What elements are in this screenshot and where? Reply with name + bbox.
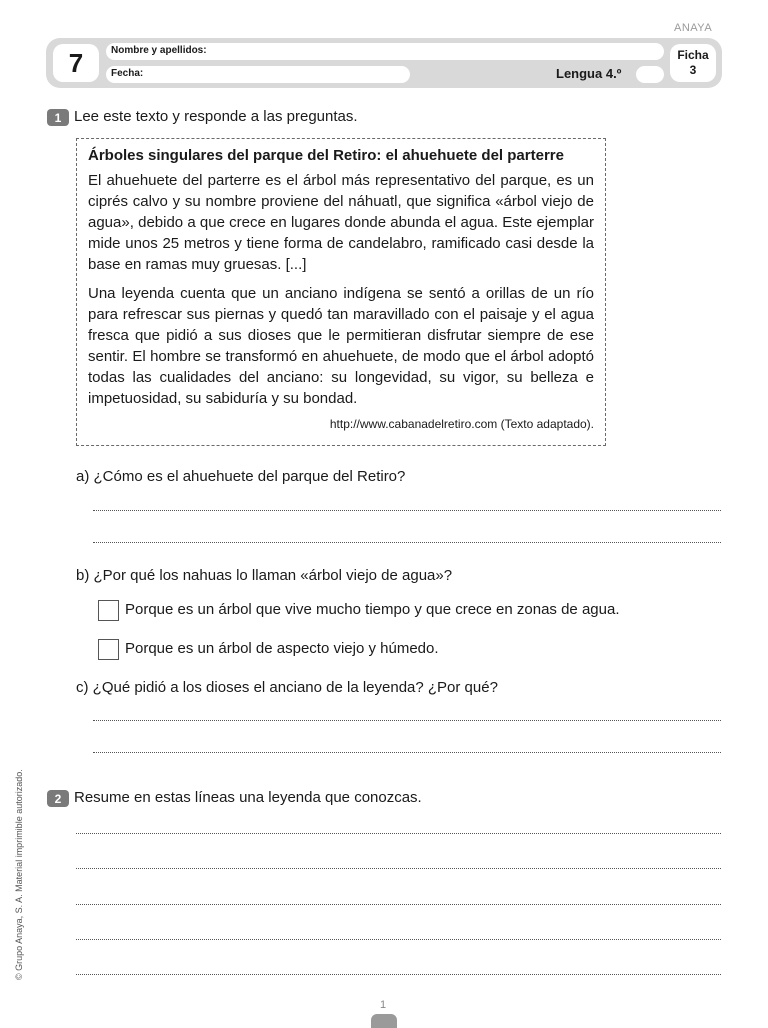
reading-title: Árboles singulares del parque del Retiro: el ahuehuete del parterre <box>88 147 564 164</box>
summary-line-5[interactable] <box>76 974 721 975</box>
sheet-label: Ficha <box>677 48 709 62</box>
subject-field[interactable] <box>636 66 664 83</box>
summary-line-3[interactable] <box>76 904 721 905</box>
date-label: Fecha: <box>111 68 144 79</box>
page-number: 1 <box>380 999 387 1011</box>
page-tab <box>371 1014 397 1028</box>
summary-line-4[interactable] <box>76 939 721 940</box>
question-c: c) ¿Qué pidió a los dioses el anciano de la leyenda? ¿Por qué? <box>76 679 498 696</box>
answer-line-a2[interactable] <box>93 542 721 543</box>
reading-paragraph-2: Una leyenda cuenta que un anciano indígena se sentó a orillas de un río para refrescar sus piernas y quedó tan maravillado con el paisaje y el agua fresca que pidió a sus dioses que le permitieran disfrutar siempre de ese sentir. El hombre se transformó en ahuehuete, de modo que el árbol adoptó todas las cualidades del anciano: su longevidad, su vigor, su belleza e impetuosidad, su sabiduría y su bondad. <box>88 285 594 407</box>
answer-line-a1[interactable] <box>93 510 721 511</box>
name-label: Nombre y apellidos: <box>111 45 207 56</box>
sheet-badge <box>670 44 716 82</box>
exercise-2-instruction: Resume en estas líneas una leyenda que conozcas. <box>74 789 422 806</box>
date-field[interactable] <box>106 66 410 83</box>
summary-line-2[interactable] <box>76 868 721 869</box>
exercise-1-badge: 1 <box>47 109 69 126</box>
exercise-2-badge: 2 <box>47 790 69 807</box>
subject-label: Lengua 4.º <box>556 66 622 81</box>
summary-line-1[interactable] <box>76 833 721 834</box>
exercise-1-instruction: Lee este texto y responde a las preguntas. <box>74 108 358 125</box>
reading-box <box>76 138 606 446</box>
option-1-text: Porque es un árbol que vive mucho tiempo y que crece en zonas de agua. <box>125 601 620 618</box>
sheet-number: 3 <box>689 63 697 77</box>
question-b: b) ¿Por qué los nahuas lo llaman «árbol viejo de agua»? <box>76 567 453 584</box>
option-2-checkbox[interactable] <box>98 639 119 660</box>
copyright-notice: © Grupo Anaya, S. A. Material imprimible autorizado. <box>14 769 24 980</box>
reading-paragraph-1: El ahuehuete del parterre es el árbol más representativo del parque, es un ciprés calvo y su nombre proviene del náhuatl, que significa «árbol viejo de agua», debido a que crece en lugares donde abunda el agua. Este ejemplar mide unos 25 metros y tiene forma de candelabro, ramificado casi desde la base en ramas muy gruesas. [...] <box>88 172 594 273</box>
answer-line-c2[interactable] <box>93 752 721 753</box>
answer-line-c1[interactable] <box>93 720 721 721</box>
reading-source: http://www.cabanadelretiro.com (Texto adaptado). <box>329 417 594 431</box>
option-1-checkbox[interactable] <box>98 600 119 621</box>
unit-number: 7 <box>53 44 99 82</box>
publisher-logo: ANAYA <box>674 22 713 34</box>
question-a: a) ¿Cómo es el ahuehuete del parque del Retiro? <box>76 468 406 485</box>
option-2-text: Porque es un árbol de aspecto viejo y húmedo. <box>125 640 439 657</box>
